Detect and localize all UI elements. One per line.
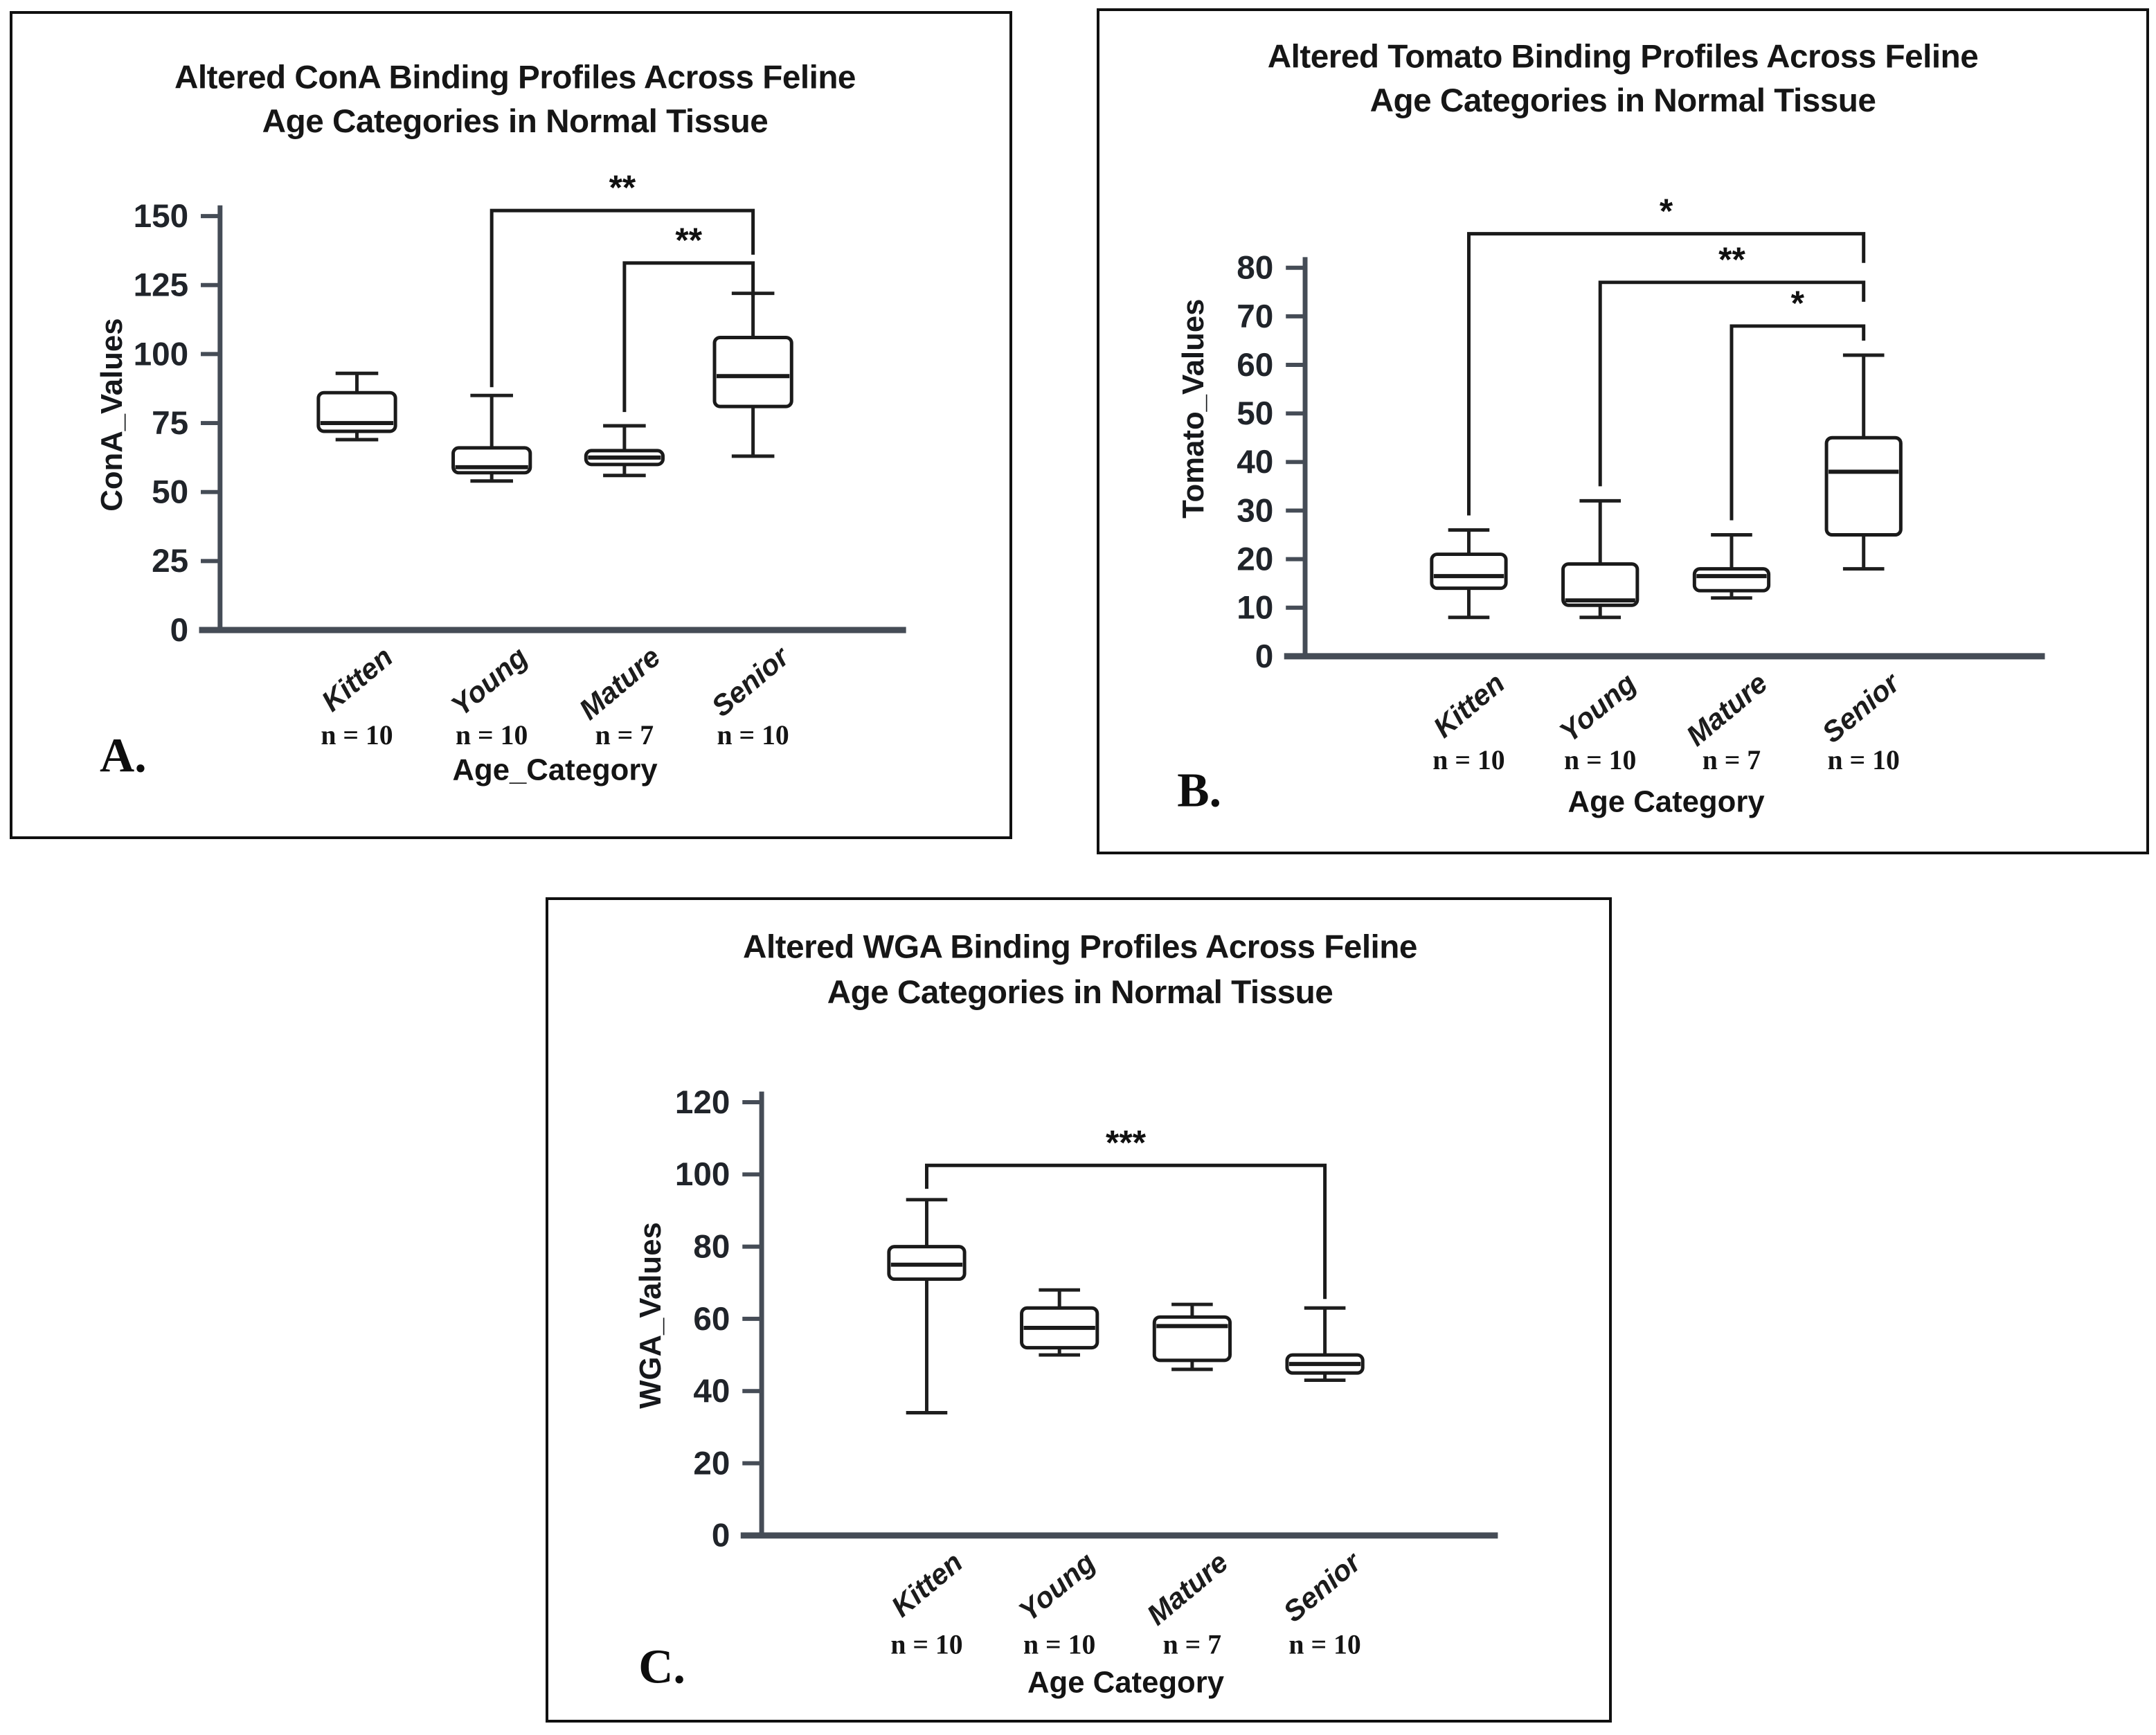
y-tick-label-0: 0	[1255, 638, 1274, 675]
y-axis-title: ConA_Values	[94, 318, 129, 512]
chart-title-line-1: Altered Tomato Binding Profiles Across Feline	[1267, 38, 1979, 75]
x-tick-label-kitten: Kitten	[885, 1545, 969, 1624]
panel-a-conA-boxplot	[10, 11, 1012, 839]
y-tick-label-150: 150	[133, 197, 189, 235]
panel-letter-a: A.	[100, 729, 147, 783]
y-tick-label-40: 40	[693, 1373, 730, 1410]
significance-label-kitten-senior: ***	[1106, 1123, 1147, 1162]
x-tick-label-young: Young	[1553, 666, 1642, 748]
x-axis-title: Age_Category	[452, 753, 658, 787]
y-tick-label-100: 100	[133, 336, 189, 373]
y-tick-label-60: 60	[693, 1300, 730, 1338]
chart-title-line-1: Altered ConA Binding Profiles Across Feline	[174, 59, 856, 96]
y-axis-title: WGA_Values	[634, 1222, 668, 1409]
y-tick-label-70: 70	[1237, 298, 1274, 335]
box-senior	[1826, 438, 1901, 534]
box-kitten	[318, 393, 395, 431]
n-label-young: n = 10	[1023, 1629, 1096, 1660]
n-label-young: n = 10	[456, 719, 528, 750]
y-tick-label-50: 50	[1237, 395, 1274, 433]
y-tick-label-80: 80	[1237, 249, 1274, 287]
box-mature	[1694, 569, 1768, 591]
y-tick-label-100: 100	[674, 1156, 730, 1194]
y-tick-label-25: 25	[152, 543, 189, 580]
n-label-senior: n = 10	[1827, 744, 1900, 775]
box-kitten	[1432, 555, 1506, 588]
x-tick-label-mature: Mature	[1140, 1545, 1234, 1632]
panel-b-tomato-boxplot	[1097, 8, 2149, 854]
x-tick-label-mature: Mature	[1680, 666, 1774, 753]
x-tick-label-mature: Mature	[573, 640, 667, 726]
y-tick-label-75: 75	[152, 404, 189, 442]
x-tick-label-senior: Senior	[1815, 666, 1906, 749]
y-tick-label-30: 30	[1237, 492, 1274, 530]
panel-b-chart	[1099, 11, 2146, 852]
y-tick-label-60: 60	[1237, 346, 1274, 384]
n-label-kitten: n = 10	[1432, 744, 1505, 775]
x-tick-label-senior: Senior	[705, 640, 796, 723]
panel-letter-c: C.	[638, 1640, 685, 1694]
x-axis-title: Age Category	[1567, 784, 1765, 819]
y-tick-label-120: 120	[674, 1084, 730, 1121]
x-tick-label-kitten: Kitten	[1427, 666, 1511, 744]
chart-title-line-2: Age Categories in Normal Tissue	[262, 102, 769, 140]
panel-c-chart	[548, 900, 1609, 1720]
chart-title-line-1: Altered WGA Binding Profiles Across Feline	[743, 928, 1417, 966]
y-tick-label-0: 0	[170, 611, 189, 649]
n-label-kitten: n = 10	[321, 719, 393, 750]
n-label-mature: n = 7	[595, 719, 654, 750]
y-tick-label-20: 20	[1237, 541, 1274, 578]
significance-label-young-senior: **	[1718, 240, 1745, 279]
n-label-mature: n = 7	[1702, 744, 1761, 775]
x-axis-title: Age Category	[1027, 1665, 1225, 1700]
y-tick-label-40: 40	[1237, 444, 1274, 481]
n-label-senior: n = 10	[717, 719, 789, 750]
x-tick-label-kitten: Kitten	[315, 640, 399, 718]
panel-letter-b: B.	[1177, 764, 1222, 818]
panel-c-wga-boxplot	[546, 897, 1612, 1723]
y-axis-title: Tomato_Values	[1176, 298, 1210, 519]
significance-label-mature-senior: *	[1790, 284, 1805, 323]
n-label-senior: n = 10	[1288, 1629, 1361, 1660]
n-label-young: n = 10	[1564, 744, 1637, 775]
y-tick-label-50: 50	[152, 474, 189, 511]
y-tick-label-20: 20	[693, 1445, 730, 1482]
y-tick-label-10: 10	[1237, 589, 1274, 627]
y-tick-label-80: 80	[693, 1228, 730, 1266]
y-tick-label-0: 0	[711, 1517, 730, 1554]
box-mature	[1154, 1317, 1230, 1360]
panel-a-chart	[12, 14, 1009, 836]
significance-label-young-senior: **	[609, 168, 636, 208]
x-tick-label-senior: Senior	[1277, 1545, 1367, 1628]
chart-title-line-2: Age Categories in Normal Tissue	[1369, 82, 1876, 120]
box-senior	[715, 337, 791, 406]
chart-title-line-2: Age Categories in Normal Tissue	[827, 973, 1333, 1011]
x-tick-label-young: Young	[444, 640, 534, 722]
significance-bracket-kitten-senior	[1468, 234, 1863, 516]
significance-label-mature-senior: **	[675, 220, 703, 260]
y-tick-label-125: 125	[133, 267, 189, 304]
x-tick-label-young: Young	[1012, 1545, 1102, 1628]
n-label-kitten: n = 10	[890, 1629, 963, 1660]
significance-bracket-kitten-senior	[926, 1165, 1324, 1299]
significance-label-kitten-senior: *	[1659, 191, 1673, 231]
n-label-mature: n = 7	[1162, 1629, 1222, 1660]
